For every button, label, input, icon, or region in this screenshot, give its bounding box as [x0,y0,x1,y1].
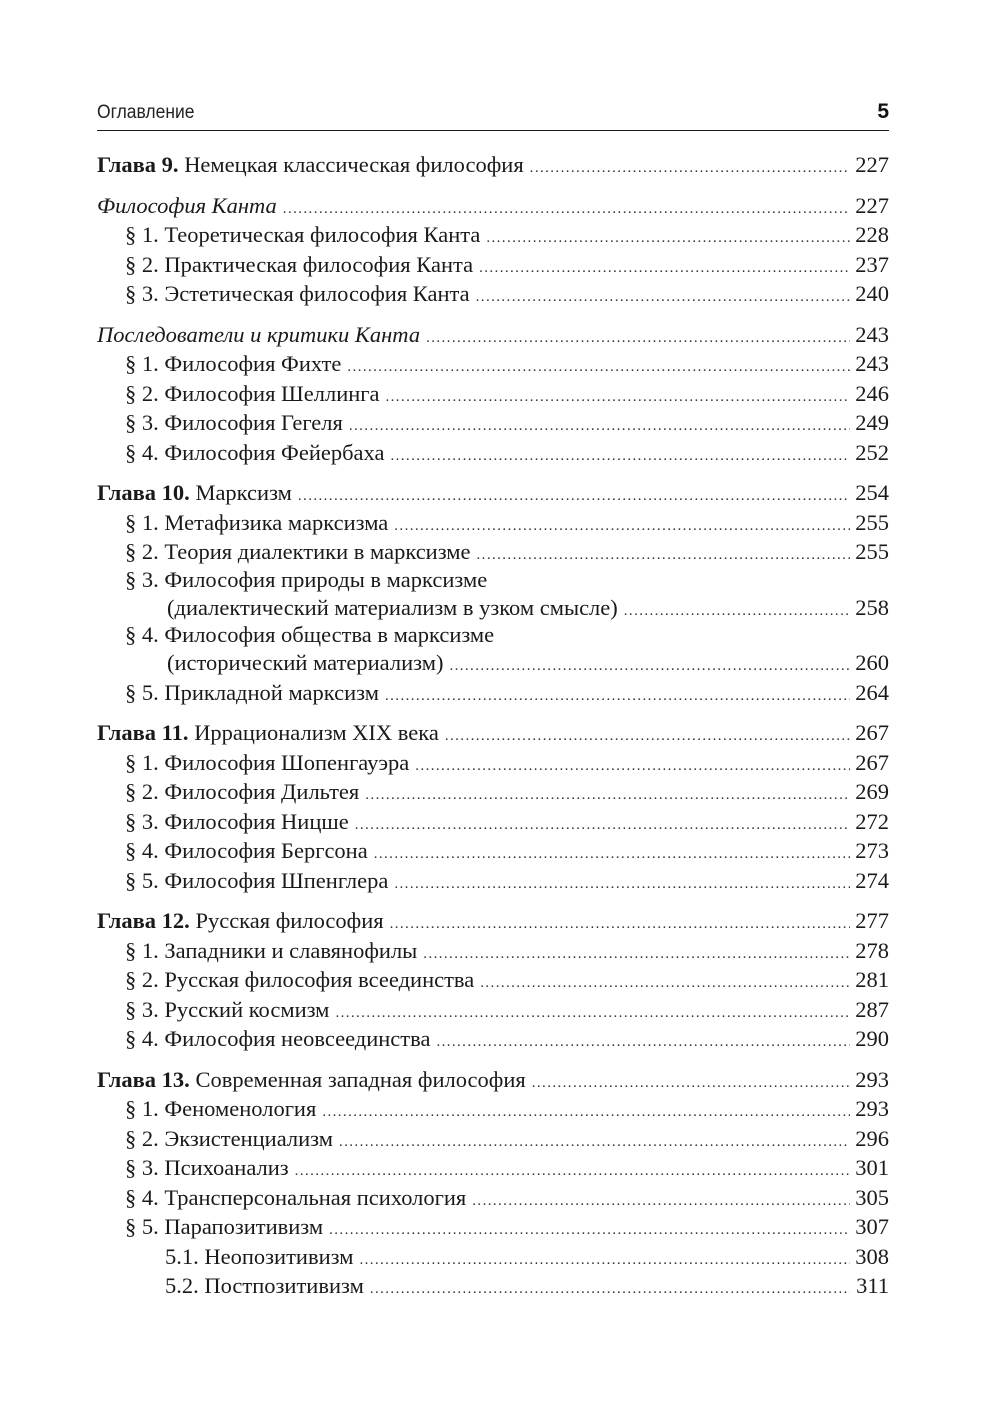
entry-page: 308 [855,1243,889,1269]
dot-leader [339,1128,850,1158]
entry-title: § 3. Философия Ницше [125,808,349,834]
toc-section[interactable] [97,995,889,1025]
toc-section[interactable] [97,866,889,896]
toc-section[interactable] [97,748,889,778]
dot-leader [486,224,850,254]
entry-title: § 4. Философия общества в марксизме [125,622,495,647]
entry-page: 267 [855,720,889,745]
entry-title: Русская философия [195,908,384,933]
entry-title: § 4. Трансперсональная психология [125,1184,467,1210]
entry-title: § 2. Теория диалектики в марксизме [125,539,471,564]
entry-page: 243 [855,351,889,376]
entry-page: 260 [855,650,889,675]
dot-leader [532,1069,850,1099]
dot-leader [472,1187,850,1217]
entry-page: 274 [855,867,889,893]
toc-section[interactable] [97,1212,889,1242]
entry-page: 255 [855,539,889,564]
running-head-title: Оглавление [97,102,195,123]
dot-leader [386,383,851,413]
dot-leader [449,652,850,682]
entry-page: 287 [855,996,889,1022]
toc-chapter-13[interactable] [97,1065,889,1095]
entry-page: 249 [855,410,889,435]
toc-section[interactable] [97,1183,889,1213]
entry-page: 305 [855,1184,889,1210]
entry-title: § 2. Экзистенциализм [125,1125,333,1151]
entry-title: 5.1. Неопозитивизм [165,1243,354,1269]
entry-title: § 2. Русская философия всеединства [125,967,475,992]
entry-title: Современная западная философия [195,1066,526,1092]
dot-leader [370,1275,850,1305]
entry-page: 240 [855,281,889,306]
entry-page: 277 [855,908,889,933]
toc-section[interactable] [97,678,889,708]
entry-page: 227 [855,152,889,177]
entry-page: 273 [855,838,889,863]
entry-title: (диалектический материализм в узком смысле) [167,594,618,620]
table-of-contents [97,150,889,1301]
toc-section[interactable] [97,807,889,837]
dot-leader [477,541,850,571]
entry-title: Философия Канта [97,192,277,218]
dot-leader [390,910,850,940]
toc-section[interactable] [97,537,889,567]
dot-leader [385,682,850,712]
dot-leader [359,1246,850,1276]
entry-title: § 3. Психоанализ [125,1155,289,1180]
entry-page: 301 [855,1155,889,1180]
toc-section-continuation[interactable] [97,593,889,623]
entry-title: 5.2. Постпозитивизм [165,1273,364,1298]
entry-title: § 3. Философия природы в марксизме [125,566,488,592]
dot-leader [530,154,850,184]
entry-title: § 1. Феноменология [125,1096,317,1121]
dot-leader [624,597,850,627]
entry-page: 272 [855,808,889,834]
dot-leader [349,412,850,442]
toc-section[interactable] [97,220,889,250]
entry-title: § 3. Русский космизм [125,996,330,1022]
toc-part-kant[interactable] [97,191,889,221]
entry-title: (исторический материализм) [167,650,444,675]
dot-leader [394,870,850,900]
entry-title: § 1. Западники и славянофилы [125,937,418,963]
entry-title: § 3. Философия Гегеля [125,410,343,435]
entry-page: 264 [855,679,889,705]
toc-section[interactable] [97,379,889,409]
entry-title: § 4. Философия неовсеединства [125,1026,431,1051]
toc-section-continuation[interactable] [97,648,889,678]
entry-title: § 4. Философия Фейербаха [125,439,385,465]
dot-leader [329,1216,850,1246]
entry-title: Последователи и критики Канта [97,321,421,347]
entry-title: § 1. Теоретическая философия Канта [125,222,481,247]
toc-section[interactable] [97,279,889,309]
chapter-label: Глава 13. [97,1066,190,1092]
dot-leader [355,811,850,841]
toc-chapter-9[interactable] [97,150,889,180]
entry-title: § 5. Прикладной марксизм [125,679,379,705]
entry-page: 293 [855,1096,889,1121]
toc-section[interactable] [97,349,889,379]
toc-part-followers[interactable] [97,320,889,350]
entry-title: § 3. Эстетическая философия Канта [125,281,470,306]
entry-page: 290 [855,1026,889,1051]
toc-section[interactable] [97,250,889,280]
dot-leader [390,442,850,472]
entry-page: 246 [855,380,889,406]
entry-title: § 2. Практическая философия Канта [125,251,474,277]
dot-leader [322,1098,850,1128]
entry-page: 254 [855,480,889,505]
dot-leader [426,324,850,354]
toc-section[interactable] [97,408,889,438]
entry-page: 255 [855,509,889,535]
chapter-label: Глава 11. [97,720,189,745]
dot-leader [415,752,850,782]
entry-page: 227 [855,192,889,218]
dot-leader [476,283,850,313]
toc-section[interactable] [97,777,889,807]
toc-subsection[interactable] [97,1271,889,1301]
entry-title: Марксизм [195,480,292,505]
toc-section[interactable] [97,1094,889,1124]
dot-leader [423,940,850,970]
entry-page: 258 [855,594,889,620]
dot-leader [374,840,850,870]
toc-chapter-12[interactable] [97,906,889,936]
entry-page: 311 [856,1273,889,1298]
toc-chapter-11[interactable] [97,718,889,748]
entry-title: Иррационализм XIX века [194,720,439,745]
entry-page: 228 [855,222,889,247]
dot-leader [436,1028,850,1058]
entry-page: 267 [855,749,889,775]
dot-leader [365,781,850,811]
dot-leader [347,353,850,383]
entry-page: 281 [855,967,889,992]
chapter-label: Глава 12. [97,908,190,933]
running-head [97,96,889,131]
chapter-label: Глава 9. [97,152,179,177]
entry-page: 269 [855,779,889,804]
toc-section[interactable] [97,936,889,966]
entry-page: 252 [855,439,889,465]
entry-title: Немецкая классическая философия [184,152,524,177]
toc-subsection[interactable] [97,1242,889,1272]
entry-page: 307 [855,1214,889,1239]
entry-title: § 1. Философия Фихте [125,351,342,376]
toc-chapter-10[interactable] [97,478,889,508]
entry-title: § 2. Философия Шеллинга [125,380,380,406]
entry-title: § 2. Философия Дильтея [125,779,360,804]
entry-title: § 5. Философия Шпенглера [125,867,389,893]
toc-section[interactable] [97,1024,889,1054]
page-number: 5 [877,100,889,123]
entry-page: 278 [855,937,889,963]
entry-title: § 1. Метафизика марксизма [125,509,389,535]
toc-section[interactable] [97,1124,889,1154]
toc-section[interactable] [97,438,889,468]
toc-section[interactable] [97,836,889,866]
chapter-label: Глава 10. [97,480,190,505]
toc-section[interactable] [97,965,889,995]
entry-title: § 1. Философия Шопенгауэра [125,749,410,775]
entry-page: 293 [855,1066,889,1092]
entry-page: 237 [855,251,889,277]
dot-leader [480,969,850,999]
toc-section[interactable] [97,1153,889,1183]
entry-page: 296 [855,1125,889,1151]
entry-page: 243 [855,321,889,347]
entry-title: § 5. Парапозитивизм [125,1214,324,1239]
entry-title: § 4. Философия Бергсона [125,838,368,863]
dot-leader [479,254,850,284]
toc-section[interactable] [97,508,889,538]
dot-leader [445,722,850,752]
